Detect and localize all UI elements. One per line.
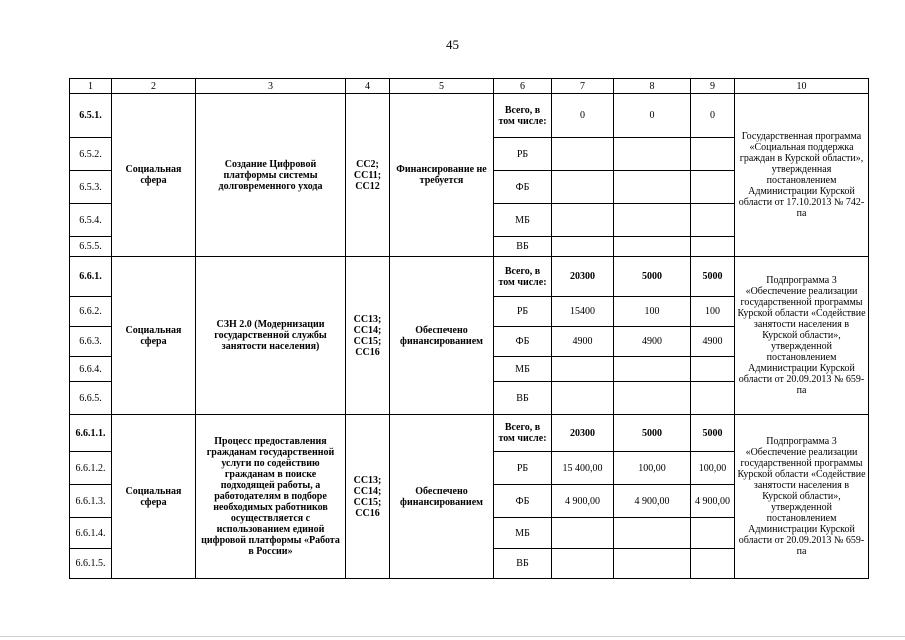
value-cell: 100	[614, 297, 691, 327]
document-cell: Государственная программа «Социальная поддержка граждан в Курской области», утвержденная постановлением Администрации Курской области от 17.10.2013 № 742-па	[735, 94, 869, 257]
value-cell: 4 900,00	[614, 485, 691, 518]
row-number: 6.5.1.	[70, 94, 112, 138]
measure-name-cell: Создание Цифровой платформы системы долговременного ухода	[196, 94, 346, 257]
source-cell: ВБ	[494, 382, 552, 415]
value-cell	[691, 138, 735, 171]
row-number: 6.6.1.5.	[70, 549, 112, 579]
row-number: 6.6.4.	[70, 357, 112, 382]
source-cell: Всего, в том числе:	[494, 415, 552, 452]
value-cell	[614, 357, 691, 382]
codes-cell: СС13; СС14; СС15; СС16	[346, 257, 390, 415]
source-cell: ВБ	[494, 237, 552, 257]
value-cell	[614, 237, 691, 257]
column-header: 4	[346, 79, 390, 94]
table-row	[70, 257, 869, 297]
document-cell: Подпрограмма 3 «Обеспечение реализации государственной программы Курской области «Содействие занятости населения в Курской области», утвержденной постановлением Администрации Курской области от 20.09.2013 № 659-па	[735, 257, 869, 415]
value-cell	[691, 382, 735, 415]
codes-cell: СС13; СС14; СС15; СС16	[346, 415, 390, 579]
value-cell	[691, 204, 735, 237]
source-cell: Всего, в том числе:	[494, 257, 552, 297]
source-cell: РБ	[494, 297, 552, 327]
row-number: 6.5.3.	[70, 171, 112, 204]
value-cell	[552, 138, 614, 171]
financing-cell: Обеспечено финансированием	[390, 415, 494, 579]
value-cell: 5000	[691, 257, 735, 297]
row-number: 6.6.1.2.	[70, 452, 112, 485]
value-cell	[614, 549, 691, 579]
value-cell	[691, 237, 735, 257]
column-header: 10	[735, 79, 869, 94]
source-cell: ФБ	[494, 327, 552, 357]
row-number: 6.6.1.4.	[70, 518, 112, 549]
value-cell: 5000	[614, 415, 691, 452]
value-cell: 15400	[552, 297, 614, 327]
source-cell: РБ	[494, 452, 552, 485]
sphere-cell: Социальная сфера	[112, 257, 196, 415]
value-cell: 0	[552, 94, 614, 138]
source-cell: ФБ	[494, 171, 552, 204]
value-cell	[614, 518, 691, 549]
row-number: 6.6.3.	[70, 327, 112, 357]
value-cell	[552, 357, 614, 382]
value-cell	[614, 138, 691, 171]
source-cell: Всего, в том числе:	[494, 94, 552, 138]
measure-name-cell: Процесс предоставления гражданам государственной услуги по содействию гражданам в поиске подходящей работы, а работодателям в подборе необходимых работников осуществляется с использованием единой цифровой платформы «Работа в России»	[196, 415, 346, 579]
row-number: 6.6.1.	[70, 257, 112, 297]
column-header: 2	[112, 79, 196, 94]
page-edge-divider	[0, 636, 905, 637]
value-cell: 20300	[552, 415, 614, 452]
row-number: 6.6.1.3.	[70, 485, 112, 518]
column-header: 8	[614, 79, 691, 94]
document-cell: Подпрограмма 3 «Обеспечение реализации государственной программы Курской области «Содействие занятости населения в Курской области», утвержденной постановлением Администрации Курской области от 20.09.2013 № 659-па	[735, 415, 869, 579]
value-cell: 0	[614, 94, 691, 138]
source-cell: РБ	[494, 138, 552, 171]
value-cell: 4900	[614, 327, 691, 357]
value-cell: 4 900,00	[691, 485, 735, 518]
value-cell: 5000	[614, 257, 691, 297]
value-cell: 100,00	[691, 452, 735, 485]
column-header: 5	[390, 79, 494, 94]
source-cell: МБ	[494, 518, 552, 549]
value-cell	[691, 549, 735, 579]
value-cell	[552, 237, 614, 257]
value-cell	[614, 382, 691, 415]
row-number: 6.6.1.1.	[70, 415, 112, 452]
row-number: 6.6.2.	[70, 297, 112, 327]
sphere-cell: Социальная сфера	[112, 94, 196, 257]
value-cell: 20300	[552, 257, 614, 297]
value-cell: 0	[691, 94, 735, 138]
row-number: 6.5.5.	[70, 237, 112, 257]
column-header: 1	[70, 79, 112, 94]
column-header: 7	[552, 79, 614, 94]
source-cell: ВБ	[494, 549, 552, 579]
page-number: 45	[446, 37, 459, 52]
sphere-cell: Социальная сфера	[112, 415, 196, 579]
value-cell: 4 900,00	[552, 485, 614, 518]
value-cell: 100	[691, 297, 735, 327]
value-cell: 100,00	[614, 452, 691, 485]
row-number: 6.6.5.	[70, 382, 112, 415]
value-cell: 5000	[691, 415, 735, 452]
column-header: 3	[196, 79, 346, 94]
value-cell: 15 400,00	[552, 452, 614, 485]
value-cell	[691, 518, 735, 549]
value-cell	[614, 204, 691, 237]
value-cell: 4900	[691, 327, 735, 357]
codes-cell: СС2; СС11; СС12	[346, 94, 390, 257]
table-row	[70, 94, 869, 138]
source-cell: МБ	[494, 357, 552, 382]
value-cell	[691, 357, 735, 382]
row-number: 6.5.2.	[70, 138, 112, 171]
value-cell	[552, 382, 614, 415]
value-cell	[552, 549, 614, 579]
financing-cell: Финансирование не требуется	[390, 94, 494, 257]
source-cell: МБ	[494, 204, 552, 237]
value-cell	[552, 204, 614, 237]
value-cell	[552, 518, 614, 549]
header-row	[70, 79, 869, 94]
column-header: 9	[691, 79, 735, 94]
financing-cell: Обеспечено финансированием	[390, 257, 494, 415]
program-table	[69, 78, 869, 579]
row-number: 6.5.4.	[70, 204, 112, 237]
value-cell	[552, 171, 614, 204]
source-cell: ФБ	[494, 485, 552, 518]
value-cell	[691, 171, 735, 204]
value-cell: 4900	[552, 327, 614, 357]
column-header: 6	[494, 79, 552, 94]
table-row	[70, 415, 869, 452]
measure-name-cell: СЗН 2.0 (Модернизации государственной службы занятости населения)	[196, 257, 346, 415]
value-cell	[614, 171, 691, 204]
